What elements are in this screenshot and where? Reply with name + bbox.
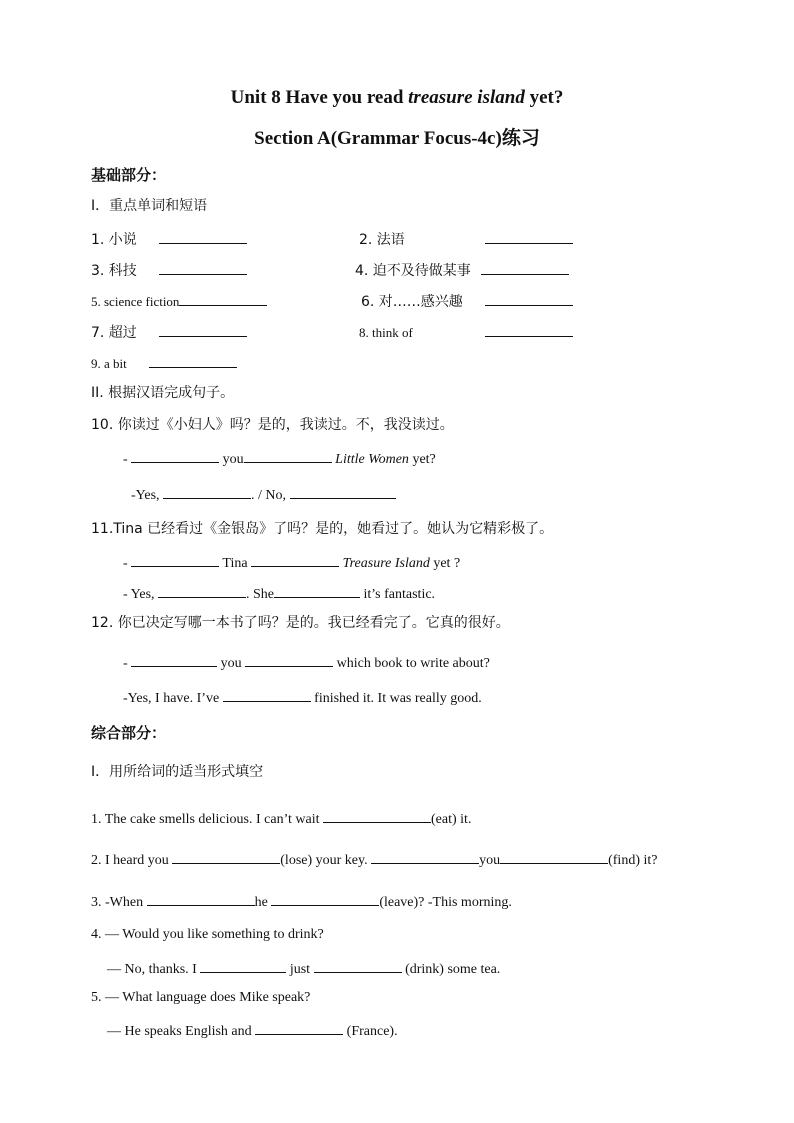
vocab-item-9	[91, 353, 237, 373]
title-italic-book: treasure island	[408, 87, 525, 108]
fill-item-5-text-b: (France).	[343, 1024, 398, 1039]
fill-item-4-text-b: just	[286, 962, 314, 977]
answer-blank[interactable]	[172, 849, 280, 864]
answer-blank[interactable]	[131, 448, 219, 463]
vocab-item-8	[359, 322, 573, 342]
sentence-part-heading: II. 根据汉语完成句子。	[91, 385, 235, 401]
answer-blank[interactable]	[290, 484, 396, 499]
vocab-item-2-label: 2. 法语	[359, 232, 405, 248]
answer-blank[interactable]	[271, 891, 379, 906]
q10-a2-start: -Yes,	[131, 488, 164, 503]
vocab-item-2	[359, 229, 573, 249]
q10-book-title: Little Women	[335, 452, 409, 467]
q12-a2-end: finished it. It was really good.	[310, 691, 482, 706]
q11-a2-mid: . She	[246, 587, 275, 602]
answer-blank[interactable]	[251, 552, 339, 567]
q10-a2-mid: . / No,	[251, 488, 290, 503]
answer-blank[interactable]	[159, 260, 247, 275]
answer-blank[interactable]	[159, 229, 247, 244]
fill-item-2-text-c: you	[479, 853, 501, 868]
answer-blank[interactable]	[200, 958, 286, 973]
answer-blank[interactable]	[163, 484, 251, 499]
answer-blank[interactable]	[485, 291, 573, 306]
fill-item-1	[91, 808, 471, 829]
q10-a1-end: yet?	[408, 452, 436, 467]
vocab-item-5	[91, 291, 267, 311]
answer-blank[interactable]	[223, 687, 311, 702]
q12-answer-2	[123, 687, 482, 708]
fill-item-4-answer	[107, 958, 500, 979]
fill-item-2-text-a: 2. I heard you	[91, 853, 173, 868]
q12-a1-end: which book to write about?	[333, 656, 490, 671]
q11-book-title: Treasure Island	[342, 556, 430, 571]
answer-blank[interactable]	[158, 583, 246, 598]
page-title	[0, 86, 794, 110]
fill-in-part-heading: Ⅰ．用所给词的适当形式填空	[91, 764, 264, 780]
vocab-item-5-label: 5. science fiction	[91, 294, 180, 309]
vocab-item-9-label: 9. a bit	[91, 356, 127, 371]
q12-prompt: 12. 你已决定写哪一本书了吗？是的。我已经看完了。它真的很好。	[91, 615, 510, 631]
fill-item-3-text-a: 3. -When	[91, 895, 147, 910]
answer-blank[interactable]	[255, 1020, 343, 1035]
q10-answer-1	[123, 448, 436, 469]
answer-blank[interactable]	[485, 229, 573, 244]
fill-item-5-text-a: — He speaks English and	[107, 1024, 256, 1039]
q11-a1-dash: -	[123, 556, 132, 571]
title-part2: yet?	[524, 87, 564, 108]
answer-blank[interactable]	[274, 583, 360, 598]
q11-answer-2	[123, 583, 435, 604]
q11-a2-start: - Yes,	[123, 587, 159, 602]
basic-section-heading: 基础部分：	[91, 166, 167, 184]
fill-item-3	[91, 891, 512, 912]
answer-blank[interactable]	[485, 322, 573, 337]
q10-a1-dash: -	[123, 452, 132, 467]
answer-blank[interactable]	[244, 448, 332, 463]
answer-blank[interactable]	[147, 891, 255, 906]
vocab-item-1-label: 1. 小说	[91, 232, 137, 248]
title-part1: Unit 8 Have you read	[230, 87, 409, 108]
q11-a2-end: it’s fantastic.	[360, 587, 436, 602]
vocab-item-1	[91, 229, 247, 249]
fill-item-2-text-b: (lose) your key.	[280, 853, 372, 868]
q12-a2-start: -Yes, I have. I’ve	[123, 691, 223, 706]
fill-item-5-answer	[107, 1020, 398, 1041]
page-subtitle: Section A(Grammar Focus-4c)练习	[254, 128, 540, 149]
q10-prompt: 10. 你读过《小妇人》吗？是的，我读过。不，我没读过。	[91, 417, 454, 433]
q12-answer-1	[123, 652, 490, 673]
q11-answer-1	[123, 552, 460, 573]
vocab-item-6	[361, 291, 573, 311]
fill-item-4-question: 4. — Would you like something to drink?	[91, 927, 324, 942]
fill-item-5-question: 5. — What language does Mike speak?	[91, 990, 311, 1005]
q12-a1-dash: -	[123, 656, 132, 671]
vocab-item-6-label: 6. 对……感兴趣	[361, 294, 463, 310]
vocab-item-3-label: 3. 科技	[91, 263, 137, 279]
fill-item-1-text-b: (eat) it.	[430, 812, 472, 827]
comprehensive-section-heading: 综合部分：	[91, 724, 167, 742]
answer-blank[interactable]	[131, 552, 219, 567]
q10-a1-mid: you	[219, 452, 244, 467]
vocab-item-4-label: 4. 迫不及待做某事	[355, 263, 471, 279]
answer-blank[interactable]	[371, 849, 479, 864]
q10-answer-2	[131, 484, 396, 505]
vocab-item-7	[91, 322, 247, 342]
fill-item-1-text-a: 1. The cake smells delicious. I can’t wait	[91, 812, 323, 827]
answer-blank[interactable]	[159, 322, 247, 337]
fill-item-4-text-a: — No, thanks. I	[107, 962, 201, 977]
vocab-item-7-label: 7. 超过	[91, 325, 137, 341]
fill-item-4-text-c: (drink) some tea.	[401, 962, 501, 977]
answer-blank[interactable]	[481, 260, 569, 275]
answer-blank[interactable]	[245, 652, 333, 667]
q12-a1-mid: you	[217, 656, 246, 671]
q11-a1-mid: Tina	[219, 556, 252, 571]
answer-blank[interactable]	[323, 808, 431, 823]
fill-item-2-text-d: (find) it?	[608, 853, 658, 868]
answer-blank[interactable]	[314, 958, 402, 973]
vocab-item-4	[355, 260, 569, 280]
answer-blank[interactable]	[500, 849, 608, 864]
answer-blank[interactable]	[179, 291, 267, 306]
vocab-item-8-label: 8. think of	[359, 325, 413, 340]
fill-item-2	[91, 849, 657, 870]
answer-blank[interactable]	[149, 353, 237, 368]
fill-item-3-text-c: (leave)? -This morning.	[379, 895, 512, 910]
vocab-item-3	[91, 260, 247, 280]
q11-prompt: 11.Tina 已经看过《金银岛》了吗？是的，她看过了。她认为它精彩极了。	[91, 521, 554, 537]
answer-blank[interactable]	[131, 652, 217, 667]
fill-item-3-text-b: he	[254, 895, 272, 910]
q11-a1-end: yet ?	[429, 556, 461, 571]
vocab-part-heading: Ⅰ．重点单词和短语	[91, 198, 208, 214]
